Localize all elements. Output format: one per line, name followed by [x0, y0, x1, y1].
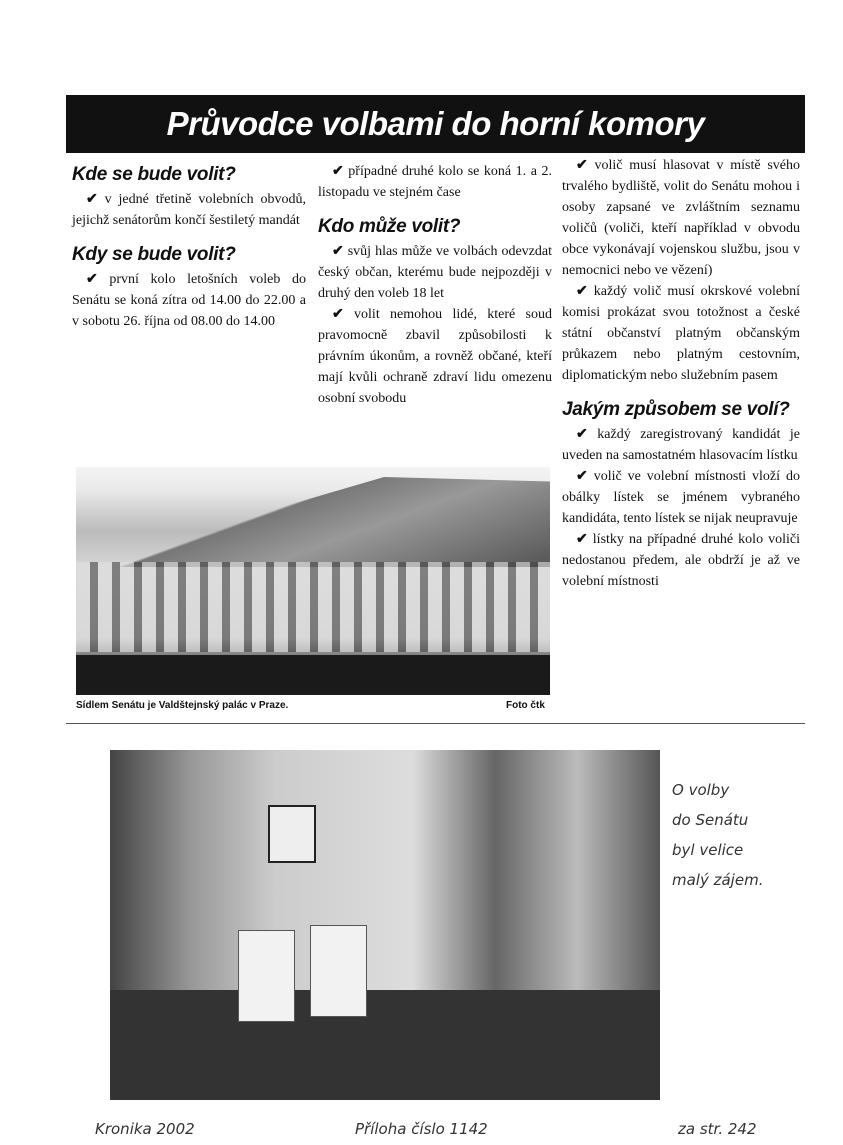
check-icon: ✔ [576, 427, 588, 442]
photo-caption: Sídlem Senátu je Valdštejnský palác v Praze. [76, 700, 289, 711]
ballot-box [238, 930, 295, 1022]
section-heading: Kdo může volit? [318, 216, 461, 237]
newspaper-clipping [66, 95, 805, 724]
column-1 [72, 161, 306, 332]
footer-attachment: Příloha číslo 1142 [355, 1120, 488, 1138]
item-text: každý volič musí okrskové volební komisi prokázat svou totožnost a české státní občanství platným občanským průkazem nebo platným cestovním, diplomatickým nebo služebním pasem [562, 284, 801, 383]
check-icon: ✔ [332, 307, 344, 322]
floor [110, 990, 660, 1100]
article-title: Průvodce volbami do horní komory [66, 95, 805, 153]
check-icon: ✔ [332, 164, 344, 179]
list-item [318, 161, 552, 203]
note-line: O volby [672, 781, 730, 799]
ballot-box [310, 925, 367, 1017]
note-line: do Senátu [672, 811, 749, 829]
handwritten-note [672, 775, 832, 895]
list-item [72, 189, 306, 231]
palace-roof [76, 477, 550, 567]
item-text: první kolo letošních voleb do Senátu se koná zítra od 14.00 do 22.00 a v sobotu 26. října od 08.00 do 14.00 [72, 272, 307, 329]
item-text: v jedné třetině volebních obvodů, jejichž senátorům končí šestiletý mandát [72, 192, 306, 228]
senate-palace-photo [76, 467, 550, 695]
section-heading: Jakým způsobem se volí? [562, 399, 790, 420]
note-line: malý zájem. [672, 871, 764, 889]
list-item [318, 304, 552, 409]
state-emblem [268, 805, 316, 863]
item-text: volit nemohou lidé, které soud pravomocně zbavil způsobilosti k právním úkonům, a rovněž občané, kteří mají kvůli ochraně zdraví lidu omezenu osobní svobodu [318, 307, 552, 406]
list-item [562, 281, 800, 386]
item-text: lístky na případné druhé kolo voliči nedostanou předem, ale obdrží je až ve volební místnosti [562, 532, 801, 589]
item-text: případné druhé kolo se koná 1. a 2. listopadu ve stejném čase [318, 164, 553, 200]
section-heading: Kde se bude volit? [72, 164, 236, 185]
column-2 [318, 161, 552, 409]
polling-station-photo [110, 750, 660, 1100]
check-icon: ✔ [576, 469, 588, 484]
parked-cars [76, 655, 550, 695]
footer-chronicle: Kronika 2002 [95, 1120, 195, 1138]
palace-facade [76, 562, 550, 652]
section-heading: Kdy se bude volit? [72, 244, 236, 265]
check-icon: ✔ [86, 192, 98, 207]
list-item [72, 269, 306, 332]
list-item [318, 241, 552, 304]
list-item [562, 424, 800, 466]
photo-credit: Foto čtk [506, 700, 545, 711]
check-icon: ✔ [86, 272, 98, 287]
note-line: byl velice [672, 841, 744, 859]
column-3 [562, 155, 800, 592]
check-icon: ✔ [576, 532, 588, 547]
item-text: každý zaregistrovaný kandidát je uveden na samostatném hlasovacím lístku [562, 427, 800, 463]
footer-page: za str. 242 [678, 1120, 757, 1138]
item-text: volič musí hlasovat v místě svého trvalého bydliště, volit do Senátu mohou i osoby zapsané ve zvláštním seznamu voličů (voliči, kteří například v obvodu obce vykonávají vojenskou službu, jsou v nemocnici nebo ve vězení) [562, 158, 800, 278]
list-item [562, 529, 800, 592]
check-icon: ✔ [332, 244, 344, 259]
check-icon: ✔ [576, 158, 588, 173]
item-text: svůj hlas může ve volbách odevzdat český občan, kterému bude nejpozději v druhý den voleb 18 let [318, 244, 552, 301]
check-icon: ✔ [576, 284, 588, 299]
item-text: volič ve volební místnosti vloží do obálky lístek se jménem vybraného kandidáta, tento lístek se nijak neupravuje [562, 469, 800, 526]
list-item [562, 155, 800, 281]
list-item [562, 466, 800, 529]
